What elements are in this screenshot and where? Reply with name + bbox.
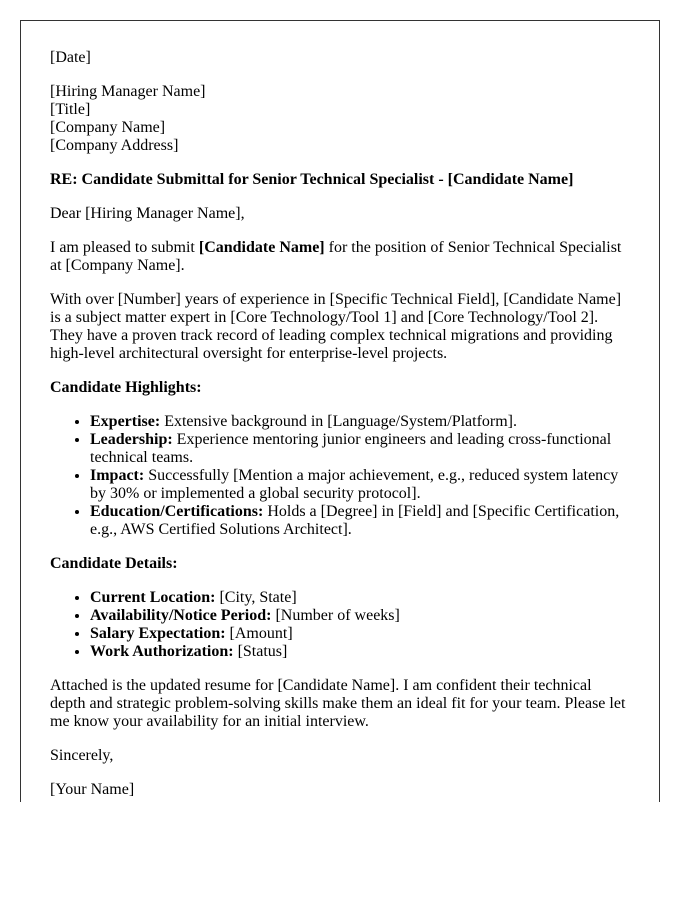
item-label: Education/Certifications:: [90, 503, 264, 520]
list-item: [90, 503, 630, 539]
item-label: Availability/Notice Period:: [90, 607, 272, 624]
item-text: Extensive background in [Language/System/Platform].: [160, 413, 518, 430]
details-heading: Candidate Details:: [50, 555, 178, 572]
intro-paragraph: [50, 239, 630, 275]
list-item: [90, 625, 630, 643]
item-label: Leadership:: [90, 431, 173, 448]
list-item: [90, 589, 630, 607]
item-text: Successfully [Mention a major achievement, e.g., reduced system latency by 30% or implemented a global security protocol].: [90, 467, 619, 502]
recipient-name: [Hiring Manager Name]: [50, 83, 206, 100]
signature: [Your Name]: [50, 781, 135, 798]
signoff: Sincerely,: [50, 747, 114, 764]
recipient-address: [Company Address]: [50, 137, 179, 154]
summary-paragraph: With over [Number] years of experience in [Specific Technical Field], [Candidate Name] is a subject matter expert in [Core Technology/Tool 1] and [Core Technology/Tool 2]. They have a proven track record of leading complex technical migrations and providing high-level architectural oversight for enterprise-level projects.: [50, 291, 622, 362]
list-item: [90, 643, 630, 661]
item-text: [Amount]: [225, 625, 293, 642]
salutation: Dear [Hiring Manager Name],: [50, 205, 245, 222]
highlights-heading: Candidate Highlights:: [50, 379, 202, 396]
item-label: Salary Expectation:: [90, 625, 226, 642]
highlights-list: [50, 413, 630, 539]
recipient-company: [Company Name]: [50, 119, 166, 136]
item-text: Experience mentoring junior engineers and leading cross-functional technical teams.: [90, 431, 612, 466]
item-label: Current Location:: [90, 589, 216, 606]
list-item: [90, 413, 630, 431]
list-item: [90, 607, 630, 625]
closing-paragraph: Attached is the updated resume for [Candidate Name]. I am confident their technical depth and strategic problem-solving skills make them an ideal fit for your team. Please let me know your availability for an initial interview.: [50, 677, 626, 730]
item-label: Impact:: [90, 467, 145, 484]
list-item: [90, 431, 630, 467]
intro-after: for the position of Senior Technical Specialist at [Company Name].: [50, 239, 622, 274]
item-label: Work Authorization:: [90, 643, 234, 660]
details-list: [50, 589, 630, 661]
intro-candidate-name: [Candidate Name]: [198, 239, 325, 256]
letter-date: [Date]: [50, 49, 91, 66]
item-text: [City, State]: [215, 589, 297, 606]
letter-page: [20, 20, 660, 802]
subject-line: RE: Candidate Submittal for Senior Technical Specialist - [Candidate Name]: [50, 171, 574, 188]
item-text: [Status]: [233, 643, 288, 660]
list-item: [90, 467, 630, 503]
recipient-address-block: [50, 83, 630, 155]
item-label: Expertise:: [90, 413, 161, 430]
item-text: [Number of weeks]: [271, 607, 400, 624]
item-text: Holds a [Degree] in [Field] and [Specific Certification, e.g., AWS Certified Solutions Architect].: [90, 503, 620, 538]
recipient-title: [Title]: [50, 101, 91, 118]
intro-before: I am pleased to submit: [50, 239, 199, 256]
